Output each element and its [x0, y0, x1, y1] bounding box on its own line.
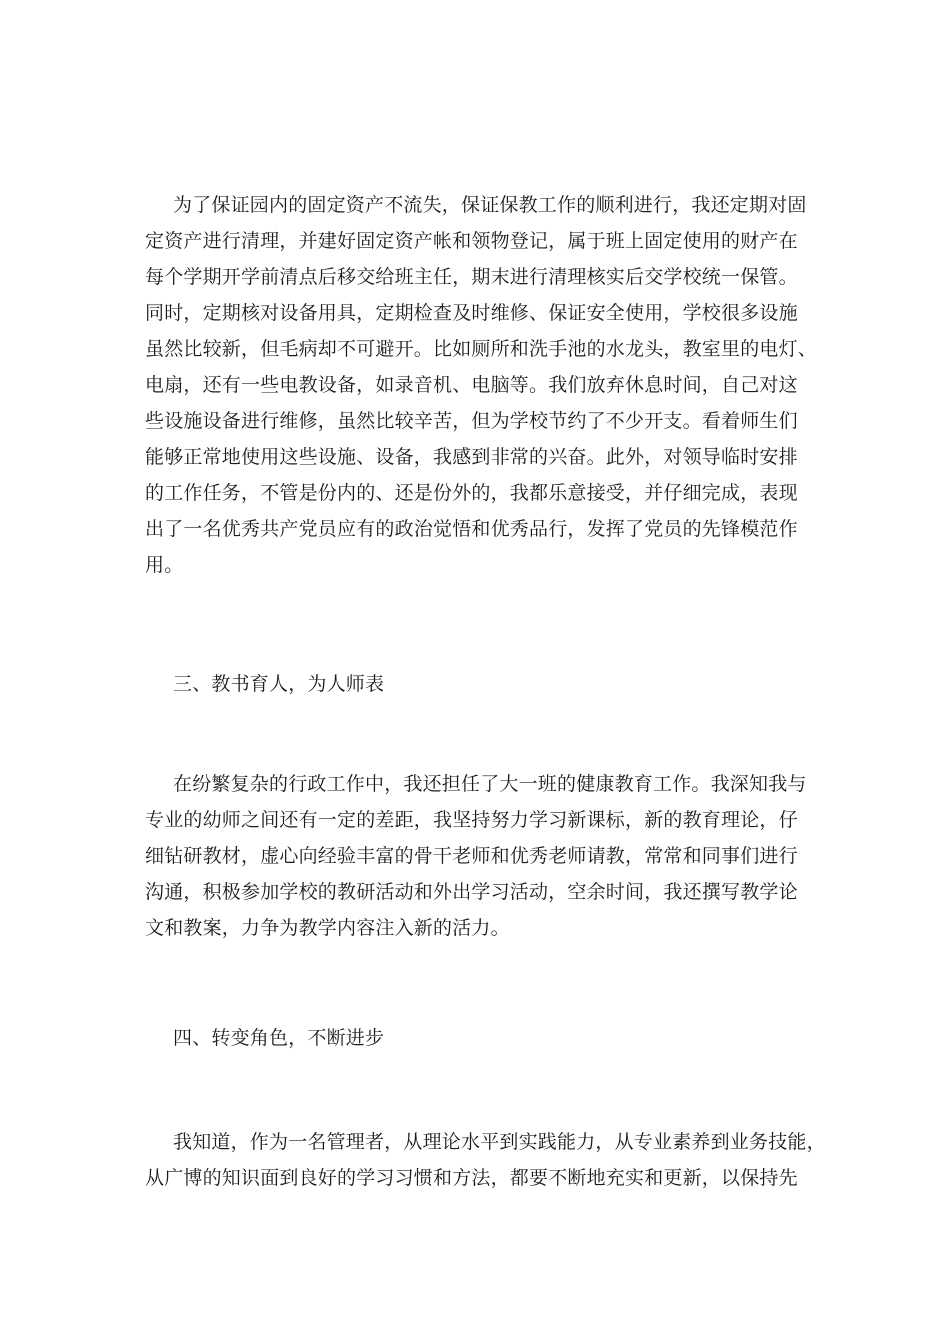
- section-heading-4: [145, 1020, 815, 1056]
- paragraph-teaching: [145, 766, 815, 946]
- paragraph-line: 每个学期开学前清点后移交给班主任，期末进行清理核实后交学校统一保管。: [145, 266, 798, 288]
- paragraph-line: 虽然比较新，但毛病却不可避开。比如厕所和洗手池的水龙头，教室里的电灯、: [145, 338, 818, 360]
- paragraph-line: 定资产进行清理，并建好固定资产帐和领物登记，属于班上固定使用的财产在: [145, 230, 798, 252]
- section-heading-text: 四、转变角色，不断进步: [173, 1027, 385, 1049]
- paragraph-line: 的工作任务，不管是份内的、还是份外的，我都乐意接受，并仔细完成，表现: [145, 482, 798, 504]
- section-heading-3: [145, 666, 815, 702]
- paragraph-line: 沟通，积极参加学校的教研活动和外出学习活动，空余时间，我还撰写教学论: [145, 881, 798, 903]
- paragraph-line: 电扇，还有一些电教设备，如录音机、电脑等。我们放弃休息时间，自己对这: [145, 374, 798, 396]
- paragraph-line: 出了一名优秀共产党员应有的政治觉悟和优秀品行，发挥了党员的先锋模范作: [145, 518, 798, 540]
- paragraph-line: 同时，定期核对设备用具，定期检查及时维修、保证安全使用，学校很多设施: [145, 302, 798, 324]
- paragraph-line: 些设施设备进行维修，虽然比较辛苦，但为学校节约了不少开支。看着师生们: [145, 410, 798, 432]
- paragraph-line: 专业的幼师之间还有一定的差距，我坚持努力学习新课标，新的教育理论，仔: [145, 809, 798, 831]
- paragraph-line: 能够正常地使用这些设施、设备，我感到非常的兴奋。此外，对领导临时安排: [145, 446, 798, 468]
- paragraph-line: 在纷繁复杂的行政工作中，我还担任了大一班的健康教育工作。我深知我与: [173, 773, 807, 795]
- paragraph-line: 为了保证园内的固定资产不流失，保证保教工作的顺利进行，我还定期对固: [173, 194, 807, 216]
- paragraph-line: 细钻研教材，虚心向经验丰富的骨干老师和优秀老师请教，常常和同事们进行: [145, 845, 798, 867]
- paragraph-line: 文和教案，力争为教学内容注入新的活力。: [145, 917, 510, 939]
- paragraph-asset-management: [145, 187, 818, 583]
- paragraph-line: 用。: [145, 554, 184, 576]
- paragraph-line: 我知道，作为一名管理者，从理论水平到实践能力，从专业素养到业务技能，: [173, 1131, 826, 1153]
- paragraph-role-change: [145, 1124, 826, 1196]
- section-heading-text: 三、教书育人，为人师表: [173, 673, 385, 695]
- paragraph-line: 从广博的知识面到良好的学习习惯和方法，都要不断地充实和更新，以保持先: [145, 1167, 798, 1189]
